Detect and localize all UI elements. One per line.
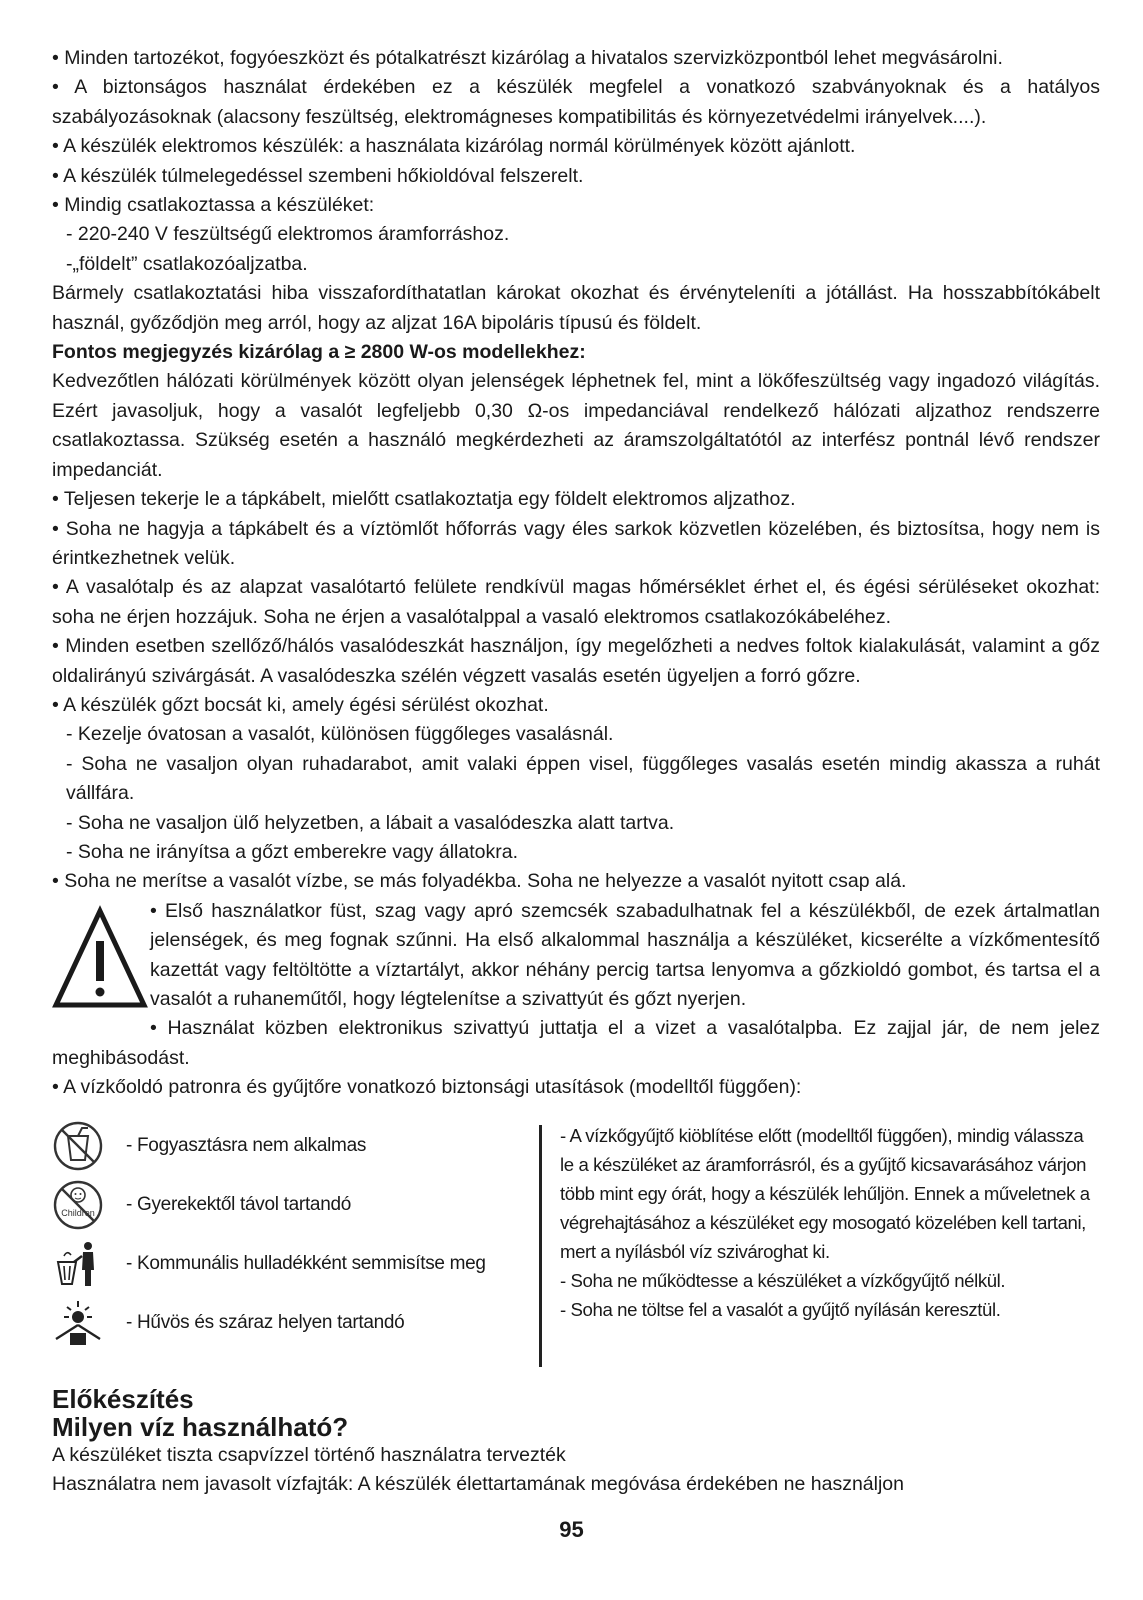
paragraph: • A készülék elektromos készülék: a használata kizárólag normál körülmények között ajánlott.: [52, 135, 856, 158]
important-note-title: Fontos megjegyzés kizárólag a ≥ 2800 W-os modellekhez:: [52, 341, 586, 364]
list-item: - Kezelje óvatosan a vasalót, különösen függőleges vasalásnál.: [66, 723, 614, 746]
paragraph: • Minden tartozékot, fogyóeszközt és pótalkatrészt kizárólag a hivatalos szervizközpontból lehet megvásárolni.: [52, 47, 1003, 69]
warning-triangle-icon: [52, 901, 148, 1021]
paragraph: • Soha ne merítse a vasalót vízbe, se más folyadékba. Soha ne helyezze a vasalót nyitott csap alá.: [52, 870, 907, 893]
paragraph: • Soha ne hagyja a tápkábelt és a víztömlőt hőforrás vagy éles sarkok közvetlen közelében, és biztosítsa, hogy nem is érintkezhetnek velük.: [52, 517, 1100, 569]
paragraph: • A vízkőoldó patronra és gyűjtőre vonatkozó biztonsági utasítások (modelltől függően):: [52, 1076, 802, 1099]
list-item: - Soha ne irányítsa a gőzt emberekre vagy állatokra.: [66, 840, 518, 863]
icon-row: [52, 1176, 520, 1235]
warning-text: • Első használatkor füst, szag vagy apró szemcsék szabadulhatnak fel a készülékből, de ezek ártalmatlan jelenségek, és meg fognak szűnni. Ha első alkalommal használja a készüléket, kicserélte a vízkőmentesítő kazettát vagy feltöltötte a víztartályt, akkor néhány percig tartsa lenyomva a gőzkioldó gombot, és tartsa el a vasalót a ruhaneműtől, hogy légtelenítse a szivattyút és gőzt nyerjen.: [150, 899, 1100, 1010]
paragraph: Bármely csatlakoztatási hiba visszafordíthatatlan károkat okozhat és érvényteleníti a jótállást. Ha hosszabbítókábelt használ, győződjön meg arról, hogy az aljzat 16A bipoláris típusú és földelt.: [52, 282, 1100, 334]
icon-row: [52, 1117, 520, 1176]
paragraph: • A vasalótalp és az alapzat vasalótartó felülete rendkívül magas hőmérséklet érhet el, és égési sérüléseket okozhat: soha ne érjen hozzájuk. Soha ne érjen a vasalótalppal a vasaló elektromos csatlakozókábeléhez.: [52, 576, 1100, 628]
section-subheading: Milyen víz használható?: [52, 1411, 349, 1442]
column-divider: [539, 1125, 542, 1367]
page-number: 95: [559, 1517, 584, 1542]
collector-instructions: [560, 1121, 1100, 1324]
warning-block: [52, 897, 1100, 1015]
no-drinking-icon: [52, 1120, 104, 1172]
trash-disposal-icon: [52, 1238, 104, 1290]
paragraph: A készüléket tiszta csapvízzel történő használatra tervezték: [52, 1443, 566, 1466]
list-item: -„földelt” csatlakozóaljzatba.: [66, 252, 308, 275]
important-note-text: Kedvezőtlen hálózati körülmények között olyan jelenségek léphetnek fel, mint a lökőfeszültség vagy ingadozó világítás. Ezért javasoljuk, hogy a vasalót legfeljebb 0,30 Ω-os impedanciával rendelkező hálózati aljzathoz rendszerre csatlakoztassa. Szükség esetén a használó megkérdezheti az áramszolgáltatótól az interfész pontnál lévő rendszer impedanciát.: [52, 370, 1100, 481]
icon-label: - Hűvös és száraz helyen tartandó: [126, 1312, 405, 1334]
icon-label: - Fogyasztásra nem alkalmas: [126, 1135, 367, 1157]
paragraph: • Minden esetben szellőző/hálós vasalódeszkát használjon, így megelőzheti a nedves foltok kialakulását, valamint a gőz oldalirányú szivárgását. A vasalódeszka szélén végzett vasalás esetén ügyeljen a forró gőzre.: [52, 635, 1100, 687]
list-item: - 220-240 V feszültségű elektromos áramforráshoz.: [66, 223, 510, 246]
safety-icons-section: [52, 1117, 1100, 1385]
section-heading: Előkészítés: [52, 1383, 194, 1414]
keep-away-children-icon: [52, 1179, 104, 1231]
instruction-text: - Soha ne töltse fel a vasalót a gyűjtő nyílásán keresztül.: [560, 1298, 1001, 1320]
icon-row: [52, 1294, 520, 1353]
paragraph: • Mindig csatlakoztassa a készüléket:: [52, 194, 375, 217]
paragraph: • A készülék gőzt bocsát ki, amely égési sérülést okozhat.: [52, 693, 549, 716]
paragraph: • Használat közben elektronikus szivattyú juttatja el a vizet a vasalótalpba. Ez zajjal jár, de nem jelez meghibásodást.: [52, 1017, 1100, 1069]
paragraph: • A biztonságos használat érdekében ez a készülék megfelel a vonatkozó szabványoknak és a hatályos szabályozásoknak (alacsony feszültség, elektromágneses kompatibilitás és környezetvédelmi irányelvek....).: [52, 76, 1100, 128]
list-item: - Soha ne vasaljon olyan ruhadarabot, amit valaki éppen visel, függőleges vasalás esetén mindig akassza a ruhát vállfára.: [66, 752, 1100, 805]
instruction-text: - Soha ne működtesse a készüléket a vízkőgyűjtő nélkül.: [560, 1269, 1006, 1291]
icon-row: [52, 1235, 520, 1294]
icon-text: Children: [61, 1208, 95, 1219]
icon-label: - Kommunális hulladékként semmisítse meg: [126, 1253, 486, 1275]
cool-dry-place-icon: [52, 1297, 104, 1349]
icon-label: - Gyerekektől távol tartandó: [126, 1194, 351, 1216]
list-item: - Soha ne vasaljon ülő helyzetben, a lábait a vasalódeszka alatt tartva.: [66, 811, 675, 834]
icon-list: [52, 1117, 520, 1353]
instruction-text: - A vízkőgyűjtő kiöblítése előtt (modelltől függően), mindig válassza le a készüléket az áramforrásról, és a gyűjtő kicsavarásához várjon több mint egy órát, hogy a készülék lehűljön. Ennek a műveletnek a végrehajtásához a készüléket egy mosogató közelében kell tartani, mert a nyílásból víz szivároghat ki.: [560, 1124, 1090, 1262]
paragraph: Használatra nem javasolt vízfajták: A készülék élettartamának megóvása érdekében ne használjon: [52, 1473, 904, 1496]
paragraph: • Teljesen tekerje le a tápkábelt, mielőtt csatlakoztatja egy földelt elektromos aljzathoz.: [52, 488, 796, 511]
document-page: [52, 44, 1100, 1499]
paragraph: • A készülék túlmelegedéssel szembeni hőkioldóval felszerelt.: [52, 164, 584, 187]
